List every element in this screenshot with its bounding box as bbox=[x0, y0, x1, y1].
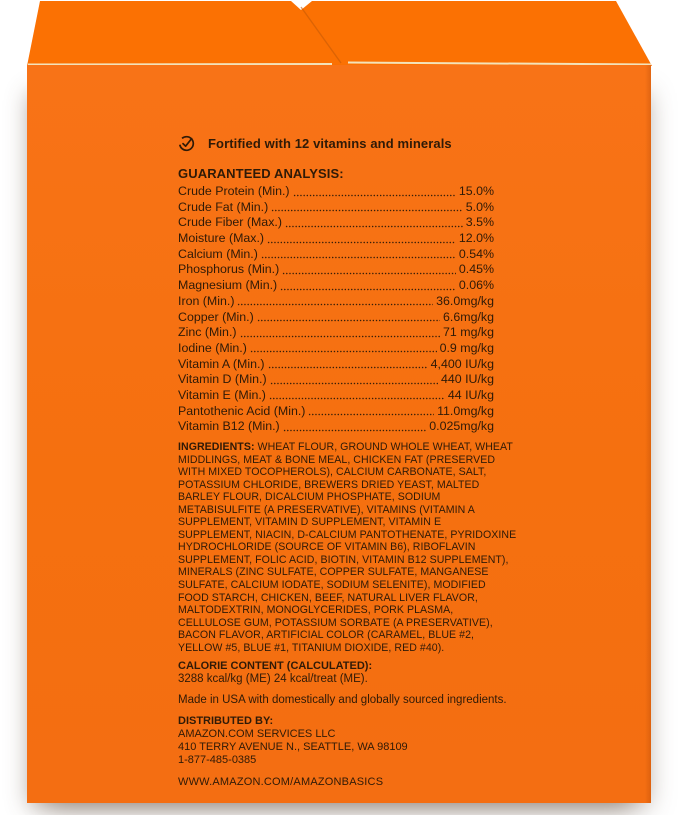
nutrient-label: Magnesium (Min.) bbox=[178, 278, 278, 293]
dot-leader bbox=[257, 318, 440, 322]
table-row bbox=[178, 357, 494, 373]
nutrient-label: Phosphorus (Min.) bbox=[178, 262, 280, 277]
nutrient-value: 0.45% bbox=[458, 262, 494, 277]
nutrient-label: Calcium (Min.) bbox=[178, 246, 258, 261]
dot-leader bbox=[270, 381, 438, 385]
dot-leader bbox=[280, 287, 456, 291]
nutrient-value: 5.0% bbox=[465, 199, 494, 214]
nutrient-label: Zinc (Min.) bbox=[178, 325, 237, 340]
dot-leader bbox=[267, 240, 456, 244]
table-row bbox=[178, 231, 494, 247]
nutrient-value: 3.5% bbox=[465, 215, 494, 230]
table-row bbox=[178, 200, 494, 216]
distributor-title: DISTRIBUTED BY: bbox=[178, 715, 274, 728]
dot-leader bbox=[240, 334, 441, 338]
table-row bbox=[178, 404, 494, 420]
nutrient-value: 11.0mg/kg bbox=[437, 403, 494, 418]
calorie-content-value: 3288 kcal/kg (ME) 24 kcal/treat (ME). bbox=[178, 673, 368, 686]
nutrient-value: 44 IU/kg bbox=[447, 387, 494, 402]
nutrient-label: Vitamin A (Min.) bbox=[178, 356, 265, 371]
nutrient-label: Copper (Min.) bbox=[178, 309, 254, 324]
website-url: WWW.AMAZON.COM/AMAZONBASICS bbox=[178, 775, 384, 788]
nutrient-label: Crude Fat (Min.) bbox=[178, 199, 269, 214]
nutrient-label: Vitamin B12 (Min.) bbox=[178, 419, 280, 434]
dot-leader bbox=[268, 365, 428, 369]
ingredients-text: WHEAT FLOUR, GROUND WHOLE WHEAT, WHEAT MIDDLINGS, MEAT & BONE MEAL, CHICKEN FAT (PRESERVED WITH MIXED TOCOPHEROLS), CALCIUM CARBONATE, SALT, POTASSIUM CHLORIDE, BREWERS DRIED YEAST, MALTED BARLEY FLOUR, DICALCIUM PHOSPHATE, SODIUM METABISULFITE (A PRESERVATIVE), VITAMINS (VITAMIN A SUPPLEMENT, VITAMIN D SUPPLEMENT, VITAMIN E SUPPLEMENT, NIACIN, D-CALCIUM PANTOTHENATE, PYRIDOXINE HYDROCHLORIDE (SOURCE OF VITAMIN B6), RIBOFLAVIN SUPPLEMENT, FOLIC ACID, BIOTIN, VITAMIN B12 SUPPLEMENT), MINERALS (ZINC SULFATE, COPPER SULFATE, MANGANESE SULFATE, CALCIUM IODATE, SODIUM SELENITE), MODIFIED FOOD STARCH, CHICKEN, BEEF, NATURAL LIVER FLAVOR, MALTODEXTRIN, MONOGLYCERIDES, PORK PLASMA, CELLULOSE GUM, POTASSIUM SORBATE (A PRESERVATIVE), BACON FLAVOR, ARTIFICIAL COLOR (CARAMEL, BLUE #2, YELLOW #5, BLUE #1, TITANIUM DIOXIDE, RED #40). bbox=[178, 441, 517, 654]
table-row bbox=[178, 419, 494, 435]
table-row bbox=[178, 184, 494, 200]
dot-leader bbox=[308, 412, 434, 416]
distributor-phone: 1-877-485-0385 bbox=[178, 753, 257, 766]
table-row bbox=[178, 278, 494, 294]
nutrient-label: Moisture (Max.) bbox=[178, 231, 265, 246]
dot-leader bbox=[261, 255, 456, 259]
table-row bbox=[178, 388, 494, 404]
check-circle-icon bbox=[178, 135, 195, 152]
calorie-content-section bbox=[178, 660, 518, 686]
table-row bbox=[178, 310, 494, 326]
ingredients-label: INGREDIENTS: bbox=[178, 441, 255, 453]
nutrient-label: Vitamin E (Min.) bbox=[178, 387, 266, 402]
dot-leader bbox=[285, 224, 463, 228]
nutrient-value: 440 IU/kg bbox=[440, 372, 494, 387]
nutrient-value: 0.54% bbox=[458, 246, 494, 261]
nutrient-label: Crude Fiber (Max.) bbox=[178, 215, 282, 230]
dot-leader bbox=[269, 397, 445, 401]
nutrient-value: 36.0mg/kg bbox=[436, 293, 494, 308]
table-row bbox=[178, 247, 494, 263]
dot-leader bbox=[283, 428, 427, 432]
distributor-section bbox=[178, 715, 518, 766]
table-row bbox=[178, 325, 494, 341]
nutrient-value: 0.9 mg/kg bbox=[439, 340, 494, 355]
origin-note: Made in USA with domestically and globally sourced ingredients. bbox=[178, 694, 507, 707]
ingredients-paragraph bbox=[178, 441, 518, 654]
nutrient-value: 12.0% bbox=[458, 231, 494, 246]
nutrient-label: Pantothenic Acid (Min.) bbox=[178, 403, 306, 418]
nutrient-label: Vitamin D (Min.) bbox=[178, 372, 267, 387]
guaranteed-analysis-title: GUARANTEED ANALYSIS: bbox=[178, 166, 344, 181]
guaranteed-analysis-table bbox=[178, 184, 494, 435]
nutrient-label: Iron (Min.) bbox=[178, 293, 235, 308]
nutrient-value: 0.06% bbox=[458, 278, 494, 293]
dot-leader bbox=[250, 350, 437, 354]
dot-leader bbox=[237, 303, 433, 307]
nutrient-label: Crude Protein (Min.) bbox=[178, 184, 290, 198]
calorie-content-title: CALORIE CONTENT (CALCULATED): bbox=[178, 660, 373, 673]
nutrient-value: 0.025mg/kg bbox=[429, 419, 494, 434]
distributor-address: 410 TERRY AVENUE N., SEATTLE, WA 98109 bbox=[178, 741, 408, 754]
table-row bbox=[178, 341, 494, 357]
fortified-badge-text: Fortified with 12 vitamins and minerals bbox=[208, 135, 452, 151]
table-row bbox=[178, 372, 494, 388]
dot-leader bbox=[282, 271, 456, 275]
nutrient-value: 15.0% bbox=[458, 184, 494, 198]
box-top-face bbox=[27, 1, 652, 66]
nutrient-value: 71 mg/kg bbox=[443, 325, 494, 340]
fortified-badge bbox=[178, 133, 518, 153]
back-label bbox=[178, 133, 518, 788]
nutrient-label: Iodine (Min.) bbox=[178, 340, 247, 355]
nutrient-value: 4,400 IU/kg bbox=[430, 356, 494, 371]
distributor-company: AMAZON.COM SERVICES LLC bbox=[178, 728, 336, 741]
table-row bbox=[178, 262, 494, 278]
dot-leader bbox=[271, 208, 463, 212]
dot-leader bbox=[293, 193, 456, 197]
nutrient-value: 6.6mg/kg bbox=[443, 309, 494, 324]
table-row bbox=[178, 215, 494, 231]
table-row bbox=[178, 294, 494, 310]
